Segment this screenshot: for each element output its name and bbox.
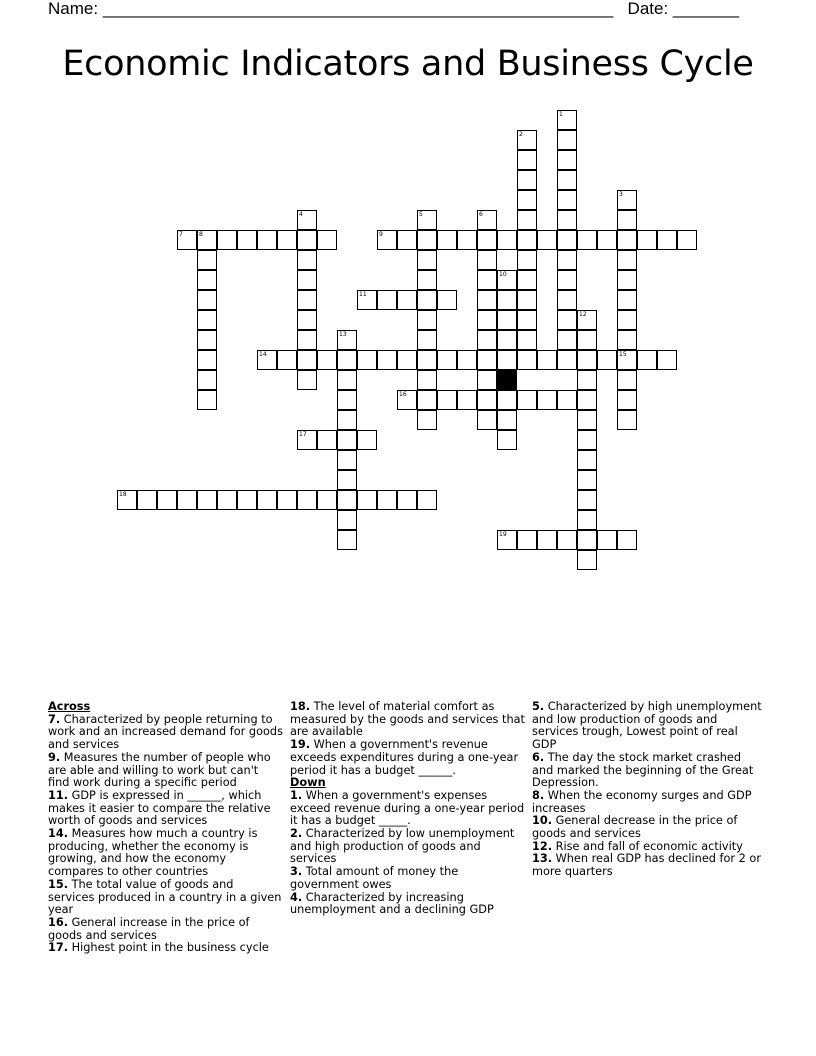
clue-num: 16. — [48, 915, 69, 929]
grid-cell[interactable] — [197, 230, 217, 250]
grid-cell[interactable] — [297, 330, 317, 350]
clue-num: 5. — [532, 700, 545, 713]
clue-num: 18. — [290, 700, 311, 713]
clue-num: 1. — [290, 788, 303, 802]
grid-cell[interactable] — [537, 530, 557, 550]
grid-cell[interactable] — [437, 390, 457, 410]
grid-cell[interactable] — [337, 530, 357, 550]
grid-cell[interactable] — [337, 350, 357, 370]
grid-cell[interactable] — [277, 490, 297, 510]
grid-cell[interactable] — [577, 530, 597, 550]
grid-cell[interactable] — [297, 230, 317, 250]
grid-cell[interactable] — [297, 370, 317, 390]
grid-cell[interactable] — [277, 350, 297, 370]
grid-cell[interactable] — [557, 130, 577, 150]
grid-cell[interactable] — [537, 350, 557, 370]
clue-text: 13. When real GDP has declined for 2 or more quarters — [532, 852, 761, 879]
grid-cell[interactable] — [597, 350, 617, 370]
grid-cell[interactable] — [557, 350, 577, 370]
black-cell — [497, 370, 517, 390]
grid-cell[interactable] — [597, 230, 617, 250]
grid-cell[interactable] — [417, 490, 437, 510]
grid-cell[interactable] — [377, 350, 397, 370]
grid-cell[interactable] — [337, 430, 357, 450]
grid-cell[interactable] — [517, 210, 537, 230]
grid-cell[interactable] — [617, 530, 637, 550]
clue-num: 8. — [532, 788, 545, 802]
grid-cell[interactable] — [557, 110, 577, 130]
clue-number: 4 — [299, 211, 303, 218]
clue-number: 5 — [419, 211, 423, 218]
grid-cell[interactable] — [377, 290, 397, 310]
grid-cell[interactable] — [297, 490, 317, 510]
clue-num: 4. — [290, 890, 303, 904]
grid-cell[interactable] — [477, 250, 497, 270]
grid-cell[interactable] — [537, 230, 557, 250]
grid-cell[interactable] — [517, 190, 537, 210]
grid-cell[interactable] — [197, 310, 217, 330]
grid-cell[interactable] — [377, 230, 397, 250]
date-blank[interactable]: _______ — [672, 0, 740, 18]
grid-cell[interactable] — [337, 470, 357, 490]
grid-cell[interactable] — [197, 390, 217, 410]
grid-cell[interactable] — [557, 310, 577, 330]
grid-cell[interactable] — [557, 290, 577, 310]
grid-cell[interactable] — [337, 410, 357, 430]
grid-cell[interactable] — [197, 290, 217, 310]
grid-cell[interactable] — [357, 350, 377, 370]
grid-cell[interactable] — [237, 230, 257, 250]
grid-cell[interactable] — [457, 390, 477, 410]
grid-cell[interactable] — [217, 490, 237, 510]
grid-cell[interactable] — [557, 530, 577, 550]
clue-number: 19 — [499, 531, 507, 538]
clue-number: 1 — [559, 111, 563, 118]
grid-cell[interactable] — [397, 230, 417, 250]
grid-cell[interactable] — [317, 350, 337, 370]
grid-cell[interactable] — [257, 230, 277, 250]
grid-cell[interactable] — [577, 370, 597, 390]
grid-cell[interactable] — [517, 230, 537, 250]
grid-cell[interactable] — [197, 350, 217, 370]
clue-number: 15 — [619, 351, 627, 358]
grid-cell[interactable] — [597, 530, 617, 550]
grid-cell[interactable] — [517, 130, 537, 150]
clues-column-1 — [48, 701, 283, 955]
clue-num: 3. — [290, 865, 303, 879]
clue-text: 3. Total amount of money the government owes — [290, 865, 459, 891]
grid-cell[interactable] — [417, 270, 437, 290]
grid-cell[interactable] — [617, 190, 637, 210]
grid-cell[interactable] — [497, 310, 517, 330]
grid-cell[interactable] — [337, 510, 357, 530]
grid-cell[interactable] — [577, 390, 597, 410]
grid-cell[interactable] — [497, 230, 517, 250]
grid-cell[interactable] — [617, 370, 637, 390]
grid-cell[interactable] — [457, 350, 477, 370]
grid-cell[interactable] — [557, 270, 577, 290]
grid-cell[interactable] — [477, 390, 497, 410]
grid-cell[interactable] — [617, 290, 637, 310]
grid-cell[interactable] — [517, 150, 537, 170]
clues-column-2 — [290, 701, 525, 917]
grid-cell[interactable] — [337, 390, 357, 410]
grid-cell[interactable] — [557, 150, 577, 170]
grid-cell[interactable] — [497, 430, 517, 450]
grid-cell[interactable] — [637, 230, 657, 250]
clue-num: 11. — [48, 788, 69, 802]
clue-number: 6 — [479, 211, 483, 218]
grid-cell[interactable] — [577, 350, 597, 370]
grid-cell[interactable] — [577, 310, 597, 330]
clue-number: 3 — [619, 191, 623, 198]
grid-cell[interactable] — [557, 230, 577, 250]
grid-cell[interactable] — [477, 310, 497, 330]
grid-cell[interactable] — [617, 230, 637, 250]
grid-cell[interactable] — [417, 370, 437, 390]
clue-number: 18 — [119, 491, 127, 498]
clue-text: 5. Characterized by high unemployment and low production of goods and services trough, Lowest point of real GDP — [532, 700, 762, 752]
grid-cell[interactable] — [317, 230, 337, 250]
clue-num: 13. — [532, 852, 553, 866]
grid-cell[interactable] — [577, 410, 597, 430]
grid-cell[interactable] — [477, 350, 497, 370]
clue-number: 17 — [299, 431, 307, 438]
grid-cell[interactable] — [657, 350, 677, 370]
grid-cell[interactable] — [477, 230, 497, 250]
grid-cell[interactable] — [417, 290, 437, 310]
grid-cell[interactable] — [557, 190, 577, 210]
grid-cell[interactable] — [517, 390, 537, 410]
grid-cell[interactable] — [577, 490, 597, 510]
grid-cell[interactable] — [497, 290, 517, 310]
grid-cell[interactable] — [357, 490, 377, 510]
grid-cell[interactable] — [477, 270, 497, 290]
grid-cell[interactable] — [497, 530, 517, 550]
grid-cell[interactable] — [577, 470, 597, 490]
clue-number: 14 — [259, 351, 267, 358]
grid-cell[interactable] — [557, 170, 577, 190]
grid-cell[interactable] — [317, 490, 337, 510]
grid-cell[interactable] — [617, 390, 637, 410]
grid-cell[interactable] — [397, 490, 417, 510]
clue-number: 11 — [359, 291, 367, 298]
grid-cell[interactable] — [617, 330, 637, 350]
grid-cell[interactable] — [557, 250, 577, 270]
grid-cell[interactable] — [237, 490, 257, 510]
grid-cell[interactable] — [437, 350, 457, 370]
clue-num: 19. — [290, 738, 311, 752]
grid-cell[interactable] — [517, 330, 537, 350]
grid-cell[interactable] — [137, 490, 157, 510]
grid-cell[interactable] — [297, 250, 317, 270]
grid-cell[interactable] — [437, 230, 457, 250]
grid-cell[interactable] — [617, 410, 637, 430]
grid-cell[interactable] — [577, 450, 597, 470]
grid-cell[interactable] — [397, 350, 417, 370]
grid-cell[interactable] — [577, 550, 597, 570]
grid-cell[interactable] — [477, 330, 497, 350]
clue-number: 8 — [199, 231, 203, 238]
clue-text: 12. Rise and fall of economic activity — [532, 839, 743, 853]
grid-cell[interactable] — [417, 410, 437, 430]
clue-num: 17. — [48, 941, 69, 955]
grid-cell[interactable] — [517, 290, 537, 310]
clue-text: 10. General decrease in the price of goods and services — [532, 814, 738, 841]
grid-cell[interactable] — [497, 270, 517, 290]
grid-cell[interactable] — [517, 530, 537, 550]
grid-cell[interactable] — [517, 350, 537, 370]
grid-cell[interactable] — [157, 490, 177, 510]
clue-heading: Down — [290, 776, 326, 790]
grid-cell[interactable] — [177, 490, 197, 510]
clue-number: 10 — [499, 271, 507, 278]
clue-num: 2. — [290, 827, 303, 841]
grid-cell[interactable] — [577, 230, 597, 250]
grid-cell[interactable] — [517, 250, 537, 270]
name-blank[interactable]: ______________________________________________________ — [102, 0, 614, 18]
clue-num: 14. — [48, 827, 69, 841]
grid-cell[interactable] — [417, 210, 437, 230]
clue-text: 9. Measures the number of people who are able and willing to work but can't find work during a specific period — [48, 750, 271, 790]
date-label: Date: — [627, 0, 669, 18]
grid-cell[interactable] — [297, 310, 317, 330]
clue-text: 18. The level of material comfort as measured by the goods and services that are available — [290, 700, 525, 739]
grid-cell[interactable] — [297, 430, 317, 450]
grid-cell[interactable] — [477, 290, 497, 310]
grid-cell[interactable] — [177, 230, 197, 250]
clue-text: 15. The total value of goods and services produced in a country in a given year — [48, 877, 282, 917]
grid-cell[interactable] — [297, 210, 317, 230]
grid-cell[interactable] — [337, 330, 357, 350]
clue-text: 6. The day the stock market crashed and marked the beginning of the Great Depression. — [532, 750, 754, 790]
clue-number: 9 — [379, 231, 383, 238]
grid-cell[interactable] — [577, 430, 597, 450]
clue-num: 12. — [532, 839, 553, 853]
grid-cell[interactable] — [417, 390, 437, 410]
clue-num: 10. — [532, 814, 553, 828]
grid-cell[interactable] — [557, 210, 577, 230]
clue-number: 13 — [339, 331, 347, 338]
grid-cell[interactable] — [537, 390, 557, 410]
clue-text: 11. GDP is expressed in ______, which makes it easier to compare the relative worth of goods and services — [48, 788, 271, 828]
grid-cell[interactable] — [617, 210, 637, 230]
grid-cell[interactable] — [557, 330, 577, 350]
grid-cell[interactable] — [517, 270, 537, 290]
grid-cell[interactable] — [577, 330, 597, 350]
grid-cell[interactable] — [657, 230, 677, 250]
grid-cell[interactable] — [397, 390, 417, 410]
clue-num: 15. — [48, 877, 69, 891]
clue-heading: Across — [48, 700, 91, 713]
clue-num: 9. — [48, 750, 61, 764]
name-label: Name: — [48, 0, 99, 18]
grid-cell[interactable] — [197, 490, 217, 510]
clue-text: 14. Measures how much a country is producing, whether the economy is growing, and how the economy compares to other countries — [48, 827, 258, 879]
grid-cell[interactable] — [457, 230, 477, 250]
grid-cell[interactable] — [317, 430, 337, 450]
clue-text: 19. When a government's revenue exceeds expenditures during a one-year period it has a budget ______. — [290, 738, 519, 777]
clue-text: 2. Characterized by low unemployment and high production of goods and services — [290, 827, 515, 866]
grid-cell[interactable] — [417, 310, 437, 330]
grid-cell[interactable] — [517, 310, 537, 330]
grid-cell[interactable] — [297, 350, 317, 370]
grid-cell[interactable] — [197, 330, 217, 350]
grid-cell[interactable] — [477, 410, 497, 430]
grid-cell[interactable] — [197, 270, 217, 290]
clue-num: 6. — [532, 750, 545, 764]
clue-text: 1. When a government's expenses exceed revenue during a one-year period it has a budget _____. — [290, 788, 525, 828]
grid-cell[interactable] — [337, 490, 357, 510]
clue-number: 7 — [179, 231, 183, 238]
grid-cell[interactable] — [297, 270, 317, 290]
grid-cell[interactable] — [417, 250, 437, 270]
grid-cell[interactable] — [217, 230, 237, 250]
grid-cell[interactable] — [617, 310, 637, 330]
grid-cell[interactable] — [497, 330, 517, 350]
grid-cell[interactable] — [277, 230, 297, 250]
grid-cell[interactable] — [477, 210, 497, 230]
clue-num: 7. — [48, 712, 61, 726]
grid-cell[interactable] — [337, 450, 357, 470]
grid-cell[interactable] — [337, 370, 357, 390]
grid-cell[interactable] — [437, 290, 457, 310]
grid-cell[interactable] — [357, 290, 377, 310]
clue-text: 4. Characterized by increasing unemployment and a declining GDP — [290, 890, 494, 917]
grid-cell[interactable] — [497, 350, 517, 370]
grid-cell[interactable] — [477, 370, 497, 390]
clue-text: 8. When the economy surges and GDP increases — [532, 788, 752, 815]
grid-cell[interactable] — [357, 430, 377, 450]
grid-cell[interactable] — [617, 270, 637, 290]
grid-cell[interactable] — [117, 490, 137, 510]
grid-cell[interactable] — [417, 350, 437, 370]
clue-text: 7. Characterized by people returning to work and an increased demand for goods and services — [48, 712, 283, 752]
clue-number: 12 — [579, 311, 587, 318]
grid-cell[interactable] — [257, 490, 277, 510]
grid-cell[interactable] — [497, 390, 517, 410]
grid-cell[interactable] — [257, 350, 277, 370]
grid-cell[interactable] — [197, 250, 217, 270]
grid-cell[interactable] — [617, 250, 637, 270]
grid-cell[interactable] — [197, 370, 217, 390]
grid-cell[interactable] — [377, 490, 397, 510]
clue-text: 17. Highest point in the business cycle — [48, 941, 269, 955]
clue-number: 2 — [519, 131, 523, 138]
grid-cell[interactable] — [497, 410, 517, 430]
grid-cell[interactable] — [677, 230, 697, 250]
page-title: Economic Indicators and Business Cycle — [62, 44, 754, 84]
clue-text: 16. General increase in the price of goods and services — [48, 915, 250, 942]
grid-cell[interactable] — [577, 510, 597, 530]
grid-cell[interactable] — [397, 290, 417, 310]
grid-cell[interactable] — [297, 290, 317, 310]
grid-cell[interactable] — [417, 230, 437, 250]
grid-cell[interactable] — [637, 350, 657, 370]
clues-column-3 — [532, 701, 764, 879]
grid-cell[interactable] — [417, 330, 437, 350]
grid-cell[interactable] — [617, 350, 637, 370]
grid-cell[interactable] — [517, 170, 537, 190]
clue-number: 16 — [399, 391, 407, 398]
grid-cell[interactable] — [557, 390, 577, 410]
